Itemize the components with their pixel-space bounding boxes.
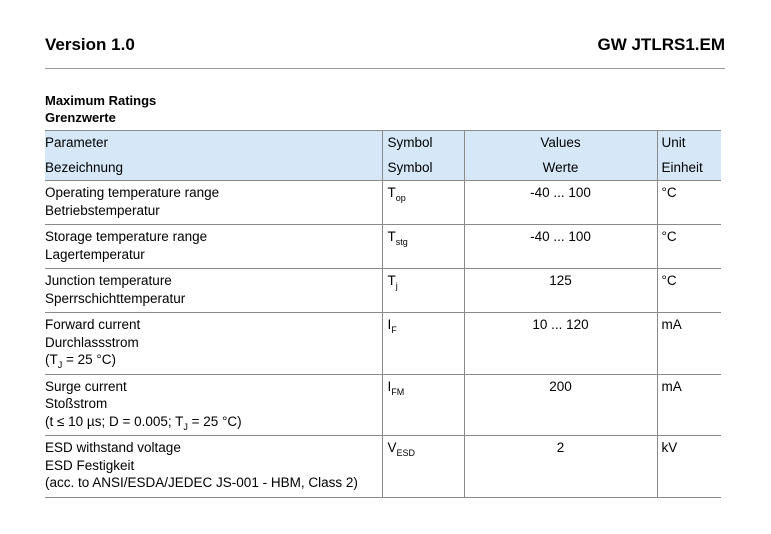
parameter-cell bbox=[45, 436, 382, 498]
parameter-cell bbox=[45, 269, 382, 313]
symbol-base: T bbox=[387, 273, 396, 288]
parameter-name-de: ESD Festigkeit bbox=[45, 457, 135, 473]
parameter-condition bbox=[45, 351, 382, 369]
parameter-condition bbox=[45, 474, 382, 492]
value-cell: -40 ... 100 bbox=[464, 225, 657, 269]
parameter-name-de: Stoßstrom bbox=[45, 396, 108, 411]
value-cell: -40 ... 100 bbox=[464, 181, 657, 225]
symbol-base: V bbox=[387, 440, 397, 455]
parameter-name-de: Sperrschichttemperatur bbox=[45, 290, 186, 306]
symbol-cell bbox=[382, 374, 464, 436]
section-title-en: Maximum Ratings bbox=[45, 93, 157, 108]
col-header-symbol-de: Symbol bbox=[382, 156, 464, 181]
section-title-de: Grenzwerte bbox=[45, 110, 116, 125]
unit-cell: °C bbox=[657, 225, 721, 269]
unit-cell: °C bbox=[657, 269, 721, 313]
table-row bbox=[45, 269, 721, 313]
symbol-cell bbox=[382, 436, 464, 498]
table-row bbox=[45, 374, 721, 436]
symbol-base: I bbox=[387, 378, 392, 394]
unit-cell: kV bbox=[657, 436, 721, 498]
symbol-subscript: ESD bbox=[396, 448, 416, 458]
table-row bbox=[45, 436, 721, 498]
parameter-name-de: Betriebstemperatur bbox=[45, 202, 160, 218]
table-row bbox=[45, 313, 721, 375]
parameter-cell bbox=[45, 225, 382, 269]
unit-cell: mA bbox=[657, 374, 721, 436]
parameter-name-de: Lagertemperatur bbox=[45, 246, 145, 262]
col-header-unit: Unit bbox=[657, 131, 721, 156]
section-title bbox=[45, 92, 156, 126]
parameter-name-en: Storage temperature range bbox=[45, 229, 208, 244]
symbol-subscript: stg bbox=[395, 237, 408, 247]
table-header-row-en bbox=[45, 131, 721, 156]
symbol-cell bbox=[382, 225, 464, 269]
parameter-cell bbox=[45, 313, 382, 375]
table-header-row-de bbox=[45, 156, 721, 181]
symbol-subscript: F bbox=[391, 325, 397, 335]
value-cell: 200 bbox=[464, 374, 657, 436]
maximum-ratings-table bbox=[45, 130, 721, 498]
version-label: Version 1.0 bbox=[45, 35, 135, 54]
parameter-name-en: Operating temperature range bbox=[45, 185, 220, 200]
condition-subscript: J bbox=[57, 360, 63, 370]
symbol-base: T bbox=[387, 229, 396, 244]
parameter-cell bbox=[45, 181, 382, 225]
condition-subscript: J bbox=[183, 421, 188, 432]
col-header-bezeichnung: Bezeichnung bbox=[45, 156, 382, 181]
symbol-cell bbox=[382, 181, 464, 225]
symbol-subscript: FM bbox=[391, 386, 405, 397]
condition-text: = 25 °C) bbox=[187, 413, 242, 429]
unit-cell: °C bbox=[657, 181, 721, 225]
table-row bbox=[45, 181, 721, 225]
condition-text: (t ≤ 10 µs; D = 0.005; T bbox=[45, 413, 184, 429]
parameter-name-en: Surge current bbox=[45, 378, 127, 394]
col-header-werte: Werte bbox=[464, 156, 657, 181]
table-body bbox=[45, 181, 721, 498]
parameter-name-en: Junction temperature bbox=[45, 273, 172, 288]
parameter-name-en: ESD withstand voltage bbox=[45, 440, 181, 455]
parameter-condition bbox=[45, 413, 382, 431]
col-header-values: Values bbox=[464, 131, 657, 156]
symbol-base: T bbox=[387, 185, 396, 200]
symbol-subscript: op bbox=[395, 193, 406, 203]
parameter-name-en: Forward current bbox=[45, 317, 141, 332]
col-header-symbol: Symbol bbox=[382, 131, 464, 156]
value-cell: 10 ... 120 bbox=[464, 313, 657, 375]
symbol-cell bbox=[382, 269, 464, 313]
header-divider bbox=[45, 68, 725, 69]
unit-cell: mA bbox=[657, 313, 721, 375]
condition-text: (T bbox=[45, 352, 58, 367]
symbol-subscript: j bbox=[395, 281, 398, 291]
table-row bbox=[45, 225, 721, 269]
condition-text: = 25 °C) bbox=[62, 352, 117, 367]
symbol-base: I bbox=[387, 317, 392, 332]
value-cell: 125 bbox=[464, 269, 657, 313]
parameter-cell bbox=[45, 374, 382, 436]
col-header-parameter: Parameter bbox=[45, 131, 382, 156]
symbol-cell bbox=[382, 313, 464, 375]
condition-text: (acc. to ANSI/ESDA/JEDEC JS-001 - HBM, Class 2) bbox=[45, 475, 358, 490]
value-cell: 2 bbox=[464, 436, 657, 498]
page-header bbox=[45, 35, 725, 57]
col-header-einheit: Einheit bbox=[657, 156, 721, 181]
part-number: GW JTLRS1.EM bbox=[597, 35, 725, 54]
parameter-name-de: Durchlassstrom bbox=[45, 334, 139, 350]
